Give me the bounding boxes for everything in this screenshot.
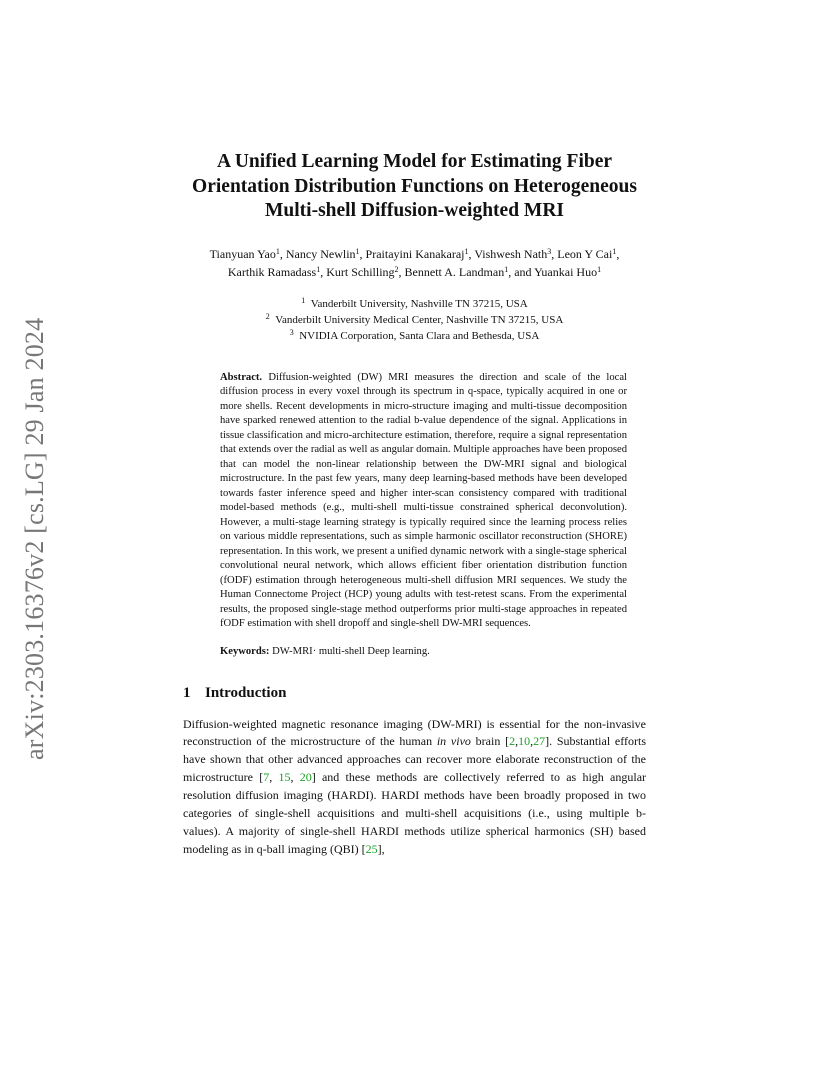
affiliation-list bbox=[183, 296, 646, 344]
author-separator: , bbox=[398, 264, 405, 279]
section-number: 1 bbox=[183, 684, 191, 701]
intro-text: ], bbox=[377, 841, 385, 856]
author-affiliation-mark: 1 bbox=[275, 246, 280, 256]
keywords bbox=[220, 645, 627, 659]
author-name: Praitayini Kanakaraj bbox=[365, 246, 465, 261]
intro-text: ]. Substantial efforts have shown that other advanced approaches can recover more elaborate reconstruction of the microstructure [ bbox=[183, 734, 647, 785]
author-affiliation-mark: 1 bbox=[316, 264, 321, 274]
affiliation bbox=[183, 328, 646, 344]
intro-text: brain [ bbox=[470, 734, 510, 749]
affiliation-number: 1 bbox=[301, 295, 306, 305]
keywords-text: DW-MRI· multi-shell Deep learning. bbox=[272, 645, 430, 657]
author-affiliation-mark: 3 bbox=[547, 246, 552, 256]
author-separator: , bbox=[279, 246, 286, 261]
author-name: Kurt Schilling bbox=[326, 264, 395, 279]
abstract bbox=[220, 371, 627, 632]
author-name: Tianyuan Yao bbox=[209, 246, 276, 261]
author-name: Vishwesh Nath bbox=[474, 246, 548, 261]
author-affiliation-mark: 1 bbox=[504, 264, 509, 274]
citation-link[interactable]: 20 bbox=[299, 770, 312, 785]
citation-link[interactable]: 15 bbox=[278, 770, 291, 785]
emphasis-text: in vivo bbox=[436, 734, 471, 749]
intro-text: Diffusion-weighted magnetic resonance imaging (DW-MRI) is essential for the non-invasive reconstruction of the microstructure of the human bbox=[183, 716, 646, 749]
keywords-label: Keywords: bbox=[220, 645, 270, 657]
affiliation-text: Vanderbilt University Medical Center, Nashville TN 37215, USA bbox=[269, 313, 564, 326]
intro-text: , bbox=[515, 734, 519, 749]
affiliation-text: Vanderbilt University, Nashville TN 37215, USA bbox=[305, 297, 528, 310]
author-name: Leon Y Cai bbox=[557, 246, 613, 261]
citation-link[interactable]: 25 bbox=[365, 841, 378, 856]
author-affiliation-mark: 2 bbox=[394, 264, 399, 274]
affiliation-number: 3 bbox=[289, 327, 294, 337]
author-name: Nancy Newlin bbox=[285, 246, 356, 261]
section-title: Introduction bbox=[205, 684, 287, 701]
author-affiliation-mark: 1 bbox=[612, 246, 617, 256]
affiliation-number: 2 bbox=[265, 311, 270, 321]
author-name: Karthik Ramadass bbox=[227, 264, 317, 279]
author-list bbox=[183, 245, 646, 281]
author-name: Yuankai Huo bbox=[534, 264, 598, 279]
citation-link[interactable]: 10 bbox=[518, 734, 531, 749]
author-separator: , bbox=[320, 264, 327, 279]
author-separator: , bbox=[468, 246, 475, 261]
citation-link[interactable]: 7 bbox=[263, 770, 270, 785]
affiliation bbox=[183, 296, 646, 312]
section-heading bbox=[183, 685, 646, 702]
affiliation bbox=[183, 312, 646, 328]
abstract-text: Diffusion-weighted (DW) MRI measures the direction and scale of the local diffusion process in every voxel through its spectrum in q-space, typically acquired in one or more shells. Recent developments in micro-structure imaging and multi-tissue decomposition have sparked renewed attention to the radial b-value dependence of the signal. Applications in tissue classification and micro-architecture estimation, therefore, require a signal representation that extends over the radial as well as angular domain. Multiple approaches have been proposed that can model the non-linear relationship between the DW-MRI signal and biological microstructure. In the past few years, many deep learning-based methods have been developed towards faster inference speed and higher inter-scan consistency compared with traditional model-based methods (e.g., multi-shell multi-tissue constrained spherical deconvolution). However, a multi-stage learning strategy is typically required since the learning process relies on various middle representations, such as simple harmonic oscillator reconstruction (SHORE) representation. In this work, we present a unified dynamic network with a single-stage spherical convolutional neural network, which allows efficient fiber orientation distribution function (fODF) estimation through heterogeneous multi-shell diffusion MRI sequences. We study the Human Connectome Project (HCP) young adults with test-retest scans. From the experimental results, the proposed single-stage method outperforms prior multi-stage approaches in repeated fODF estimation with shell dropoff and single-shell DW-MRI sequences. bbox=[220, 371, 628, 629]
intro-paragraph bbox=[183, 716, 646, 859]
intro-text: , bbox=[290, 770, 300, 785]
author-affiliation-mark: 1 bbox=[597, 264, 602, 274]
author-affiliation-mark: 1 bbox=[464, 246, 469, 256]
citation-link[interactable]: 2 bbox=[509, 734, 516, 749]
affiliation-text: NVIDIA Corporation, Santa Clara and Bethesda, USA bbox=[293, 329, 540, 342]
author-name: Bennett A. Landman bbox=[404, 264, 505, 279]
paper-page bbox=[183, 150, 646, 871]
intro-text: ] and these methods are collectively referred to as high angular resolution diffusion imaging (HARDI). HARDI methods have been broadly proposed in two categories of single-shell acquisitions and multi-shell acquisitions (i.e., using multiple b-values). A majority of single-shell HARDI methods utilize spherical harmonics (SH) based modeling as in q-ball imaging (QBI) [ bbox=[183, 770, 647, 856]
author-separator: , bbox=[359, 246, 366, 261]
author-separator: , bbox=[551, 246, 558, 261]
author-separator: , and bbox=[508, 264, 535, 279]
author-affiliation-mark: 1 bbox=[355, 246, 360, 256]
intro-text: , bbox=[530, 734, 534, 749]
paper-title: A Unified Learning Model for Estimating Fiber Orientation Distribution Functions on Heterogeneous Multi-shell Diffusion-weighted MRI bbox=[192, 151, 637, 221]
abstract-label: Abstract. bbox=[220, 371, 263, 383]
author-separator: , bbox=[616, 246, 620, 261]
arxiv-identifier: arXiv:2303.16376v2 [cs.LG] 29 Jan 2024 bbox=[20, 317, 49, 760]
citation-link[interactable]: 27 bbox=[533, 734, 546, 749]
intro-text: , bbox=[269, 770, 279, 785]
